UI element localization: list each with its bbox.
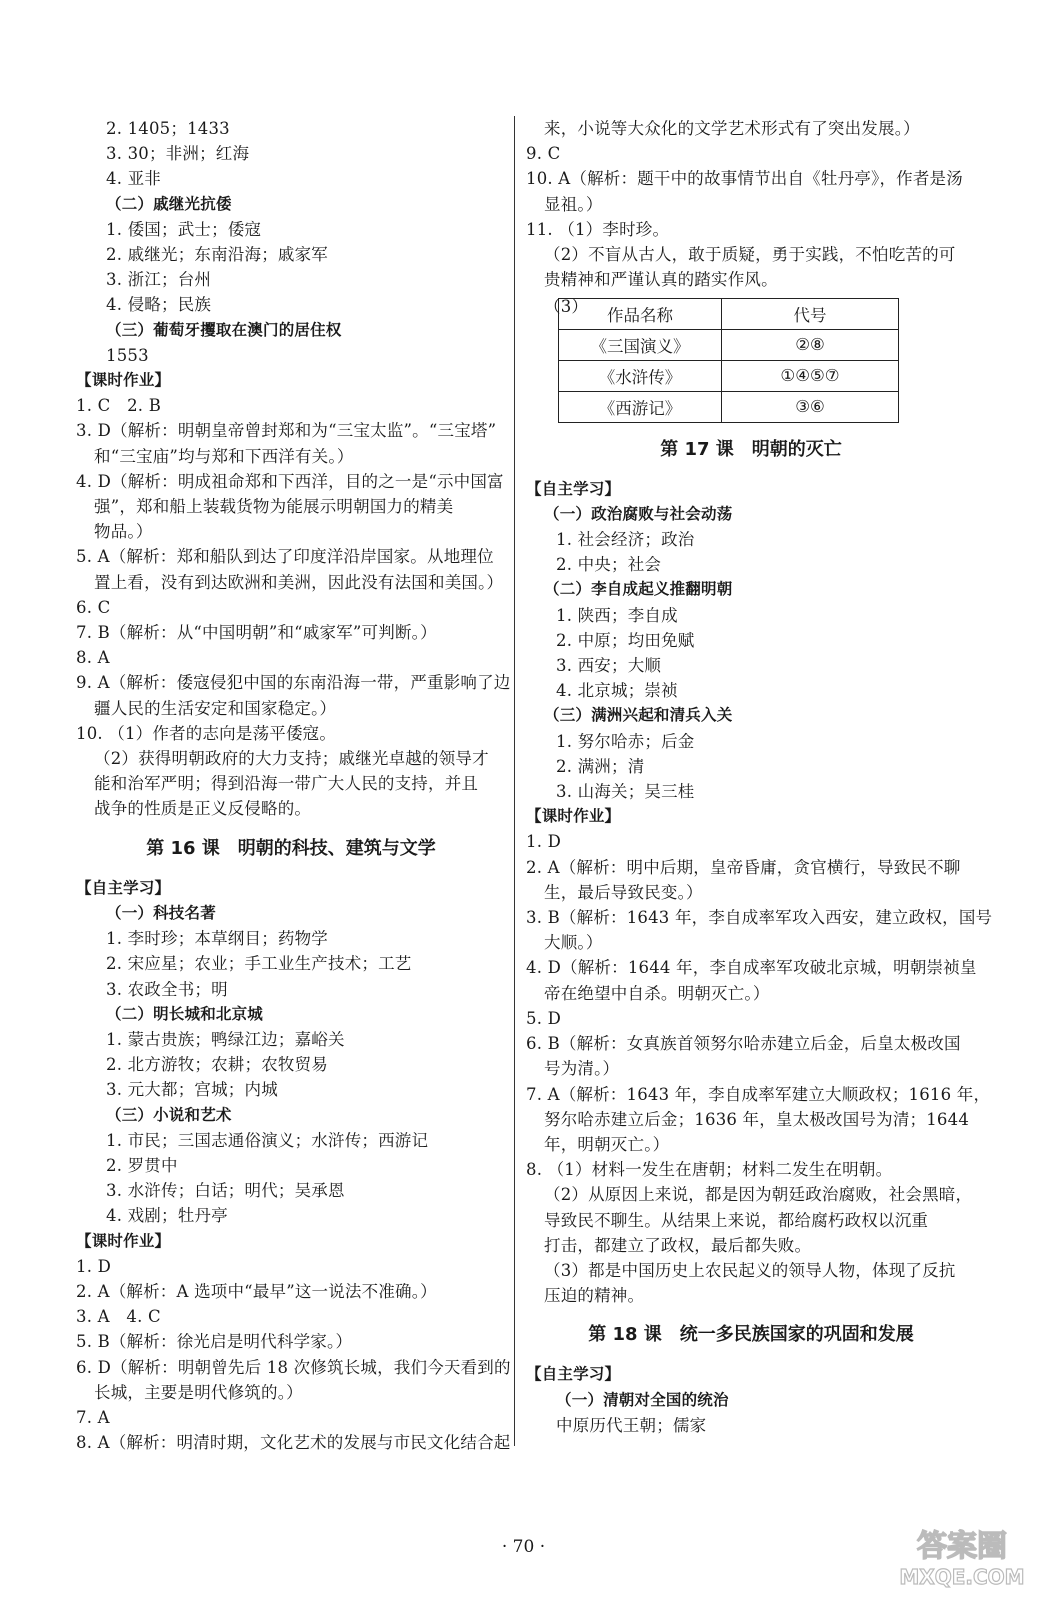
answer-line: 帝在绝望中自杀。明朝灭亡。）: [544, 983, 770, 1003]
answer-line: 置上看，没有到达欧洲和美洲，因此没有法国和美国。）: [94, 572, 504, 592]
answer-line: 战争的性质是正义反侵略的。: [94, 799, 312, 819]
table-question-label: （3）: [544, 297, 589, 317]
answer-line: 3. 农政全书；明: [106, 979, 228, 999]
answer-line: 1. 倭国；武士；倭寇: [106, 219, 262, 239]
answer-line: 能和治军严明；得到沿海一带广大人民的支持，并且: [94, 774, 479, 794]
answer-line: 4. 亚非: [106, 169, 161, 189]
section-heading: （二）戚继光抗倭: [106, 194, 232, 213]
answer-line: 10. （1）作者的志向是荡平倭寇。: [76, 723, 337, 743]
table-header-cell: 代号: [722, 298, 899, 329]
answer-line: 3. 元大都；宫城；内城: [106, 1080, 278, 1100]
answer-line: 号为清。）: [544, 1059, 620, 1079]
left-column: [76, 116, 511, 1455]
table-cell: ③⑥: [722, 391, 899, 422]
section-heading: （二）李自成起义推翻明朝: [544, 580, 733, 599]
section-heading: 【课时作业】: [76, 371, 171, 390]
table-header-row: [559, 298, 899, 329]
answer-line: 9. A（解析：倭寇侵犯中国的东南沿海一带，严重影响了边: [76, 673, 511, 693]
answer-line: 2. 1405；1433: [106, 119, 230, 138]
section-heading: 【课时作业】: [526, 807, 621, 826]
right-top-block: [526, 116, 976, 292]
answer-line: 10. A（解析：题干中的故事情节出自《牡丹亭》，作者是汤: [526, 169, 963, 189]
section-heading: 【自主学习】: [526, 1365, 621, 1384]
table-row: [559, 391, 899, 422]
answer-line: 7. B（解析：从“中国明朝”和“戚家军”可判断。）: [76, 623, 437, 643]
answer-line: （2）不盲从古人，敢于质疑，勇于实践，不怕吃苦的可: [544, 245, 956, 265]
table-row: [559, 360, 899, 391]
section-heading: （三）小说和艺术: [106, 1105, 232, 1124]
answer-line: 2. 满洲；清: [556, 756, 645, 776]
table-header-cell: 作品名称: [559, 298, 722, 329]
answer-line: 生，最后导致民变。）: [544, 882, 703, 902]
answer-line: 1. 蒙古贵族；鸭绿江边；嘉峪关: [106, 1029, 345, 1049]
section-heading: 【课时作业】: [76, 1231, 171, 1250]
answer-line: 3. 30；非洲；红海: [106, 144, 250, 164]
section-heading: （一）政治腐败与社会动荡: [544, 504, 733, 523]
answer-line: 1. D: [526, 832, 562, 852]
answer-line: 显祖。）: [544, 194, 603, 214]
answer-line: 7. A（解析：1643 年，李自成率军建立大顺政权；1616 年，: [526, 1084, 991, 1104]
answer-line: 3. 水浒传；白话；明代；吴承恩: [106, 1181, 345, 1201]
answer-line: 9. C: [526, 144, 561, 164]
answer-line: 2. 中原；均田免赋: [556, 630, 695, 650]
answer-line: 5. B（解析：徐光启是明代科学家。）: [76, 1332, 353, 1352]
works-table: [558, 298, 899, 423]
answer-line: 8. A: [76, 648, 110, 668]
answer-line: 来，小说等大众化的文学艺术形式有了突出发展。）: [544, 119, 920, 138]
table-cell: ①④⑤⑦: [722, 360, 899, 391]
column-divider: [514, 116, 515, 1446]
answer-line: 2. 宋应星；农业；手工业生产技术；工艺: [106, 954, 412, 974]
answer-line: 4. 北京城；崇祯: [556, 681, 678, 701]
answer-line: 6. B（解析：女真族首领努尔哈赤建立后金，后皇太极改国: [526, 1034, 961, 1054]
answer-line: 2. A（解析：A 选项中“最早”这一说法不准确。）: [76, 1281, 437, 1301]
answer-line: 3. 山海关；吴三桂: [556, 782, 695, 802]
answer-line: 6. D（解析：明朝曾先后 18 次修筑长城，我们今天看到的: [76, 1357, 511, 1377]
answer-line: 3. D（解析：明朝皇帝曾封郑和为“三宝太监”。“三宝塔”: [76, 421, 497, 441]
answer-line: 贵精神和严谨认真的踏实作风。: [544, 270, 778, 290]
works-table-block: [526, 294, 976, 422]
answer-line: （2）从原因上来说，都是因为朝廷政治腐败，社会黑暗，: [544, 1185, 973, 1205]
section-heading: （一）科技名著: [106, 903, 216, 922]
table-cell: 《西游记》: [559, 391, 722, 422]
answer-line: 疆人民的生活安定和国家稳定。）: [94, 698, 337, 718]
answer-line: 4. D（解析：明成祖命郑和下西洋，目的之一是“示中国富: [76, 471, 504, 491]
answer-line: 5. D: [526, 1008, 562, 1028]
answer-line: 年，明朝灭亡。）: [544, 1134, 670, 1154]
answer-line: 打击，都建立了政权，最后都失败。: [544, 1235, 812, 1255]
answer-line: 2. 中央；社会: [556, 555, 662, 575]
answer-line: 5. A（解析：郑和船队到达了印度洋沿岸国家。从地理位: [76, 547, 494, 567]
answer-line: 压迫的精神。: [544, 1286, 645, 1306]
section-heading: （一）清朝对全国的统治: [556, 1390, 729, 1409]
answer-line: 中原历代王朝；儒家: [556, 1415, 707, 1435]
section-heading: 【自主学习】: [76, 878, 171, 897]
answer-line: 1. 市民；三国志通俗演义；水浒传；西游记: [106, 1130, 429, 1150]
watermark-bottom-text: MXQE.COM: [899, 1565, 1025, 1589]
lesson-title: 第 16 课 明朝的科技、建筑与文学: [146, 837, 436, 859]
table-cell: 《三国演义》: [559, 329, 722, 360]
answer-line: 物品。）: [94, 522, 153, 542]
watermark-top-text: 答案圈: [917, 1529, 1007, 1564]
answer-line: 3. B（解析：1643 年，李自成率军攻入西安，建立政权，国号: [526, 908, 993, 928]
answer-line: 1. 努尔哈赤；后金: [556, 731, 695, 751]
right-bottom-block: [526, 437, 993, 1438]
answer-line: 4. 戏剧；牡丹亭: [106, 1206, 228, 1226]
answer-line: 2. 北方游牧；农耕；农牧贸易: [106, 1055, 328, 1075]
section-heading: （二）明长城和北京城: [106, 1004, 264, 1023]
answer-line: 11. （1）李时珍。: [526, 219, 670, 239]
answer-line: 6. C: [76, 597, 111, 617]
section-heading: （三）满洲兴起和清兵入关: [544, 706, 733, 725]
section-heading: 【自主学习】: [526, 479, 621, 498]
answer-line: 1. C 2. B: [76, 396, 162, 416]
page-number: · 70 ·: [501, 1537, 546, 1557]
right-column: [526, 116, 993, 1438]
answer-line: （3）都是中国历史上农民起义的领导人物，体现了反抗: [544, 1260, 956, 1280]
answer-line: （2）获得明朝政府的大力支持；戚继光卓越的领导才: [94, 749, 489, 769]
answer-line: 1. 社会经济；政治: [556, 530, 695, 550]
answer-line: 3. 西安；大顺: [556, 656, 662, 676]
answer-line: 4. D（解析：1644 年，李自成率军攻破北京城，明朝崇祯皇: [526, 958, 977, 978]
answer-line: 1. 陕西；李自成: [556, 605, 678, 625]
answer-line: 3. A 4. C: [76, 1307, 161, 1327]
table-row: [559, 329, 899, 360]
answer-line: 8. （1）材料一发生在唐朝；材料二发生在明朝。: [526, 1160, 893, 1180]
answer-line: 大顺。）: [544, 933, 603, 953]
answer-line: 努尔哈赤建立后金；1636 年，皇太极改国号为清；1644: [544, 1109, 970, 1129]
table-cell: ②⑧: [722, 329, 899, 360]
answer-line: 长城，主要是明代修筑的。）: [94, 1382, 303, 1402]
lesson-title: 第 17 课 明朝的灭亡: [660, 438, 842, 460]
section-heading: （三）葡萄牙攫取在澳门的居住权: [106, 320, 342, 339]
answer-line: 2. A（解析：明中后期，皇帝昏庸，贪官横行，导致民不聊: [526, 857, 961, 877]
answer-line: 7. A: [76, 1407, 110, 1427]
answer-line: 和“三宝庙”均与郑和下西洋有关。）: [94, 446, 354, 466]
answer-line: 2. 戚继光；东南沿海；戚家军: [106, 245, 328, 265]
lesson-title: 第 18 课 统一多民族国家的巩固和发展: [588, 1324, 914, 1346]
answer-line: 1. D: [76, 1256, 112, 1276]
watermark-logo: [887, 1522, 1037, 1592]
answer-line: 1553: [106, 345, 149, 365]
answer-line: 2. 罗贯中: [106, 1155, 178, 1175]
answer-line: 4. 侵略；民族: [106, 295, 212, 315]
answer-line: 导致民不聊生。从结果上来说，都给腐朽政权以沉重: [544, 1210, 929, 1230]
answer-line: 8. A（解析：明清时期，文化艺术的发展与市民文化结合起: [76, 1433, 511, 1453]
answer-line: 强”，郑和船上装载货物为能展示明朝国力的精美: [94, 497, 454, 517]
table-cell: 《水浒传》: [559, 360, 722, 391]
answer-line: 1. 李时珍；本草纲目；药物学: [106, 929, 328, 949]
answer-line: 3. 浙江；台州: [106, 270, 212, 290]
